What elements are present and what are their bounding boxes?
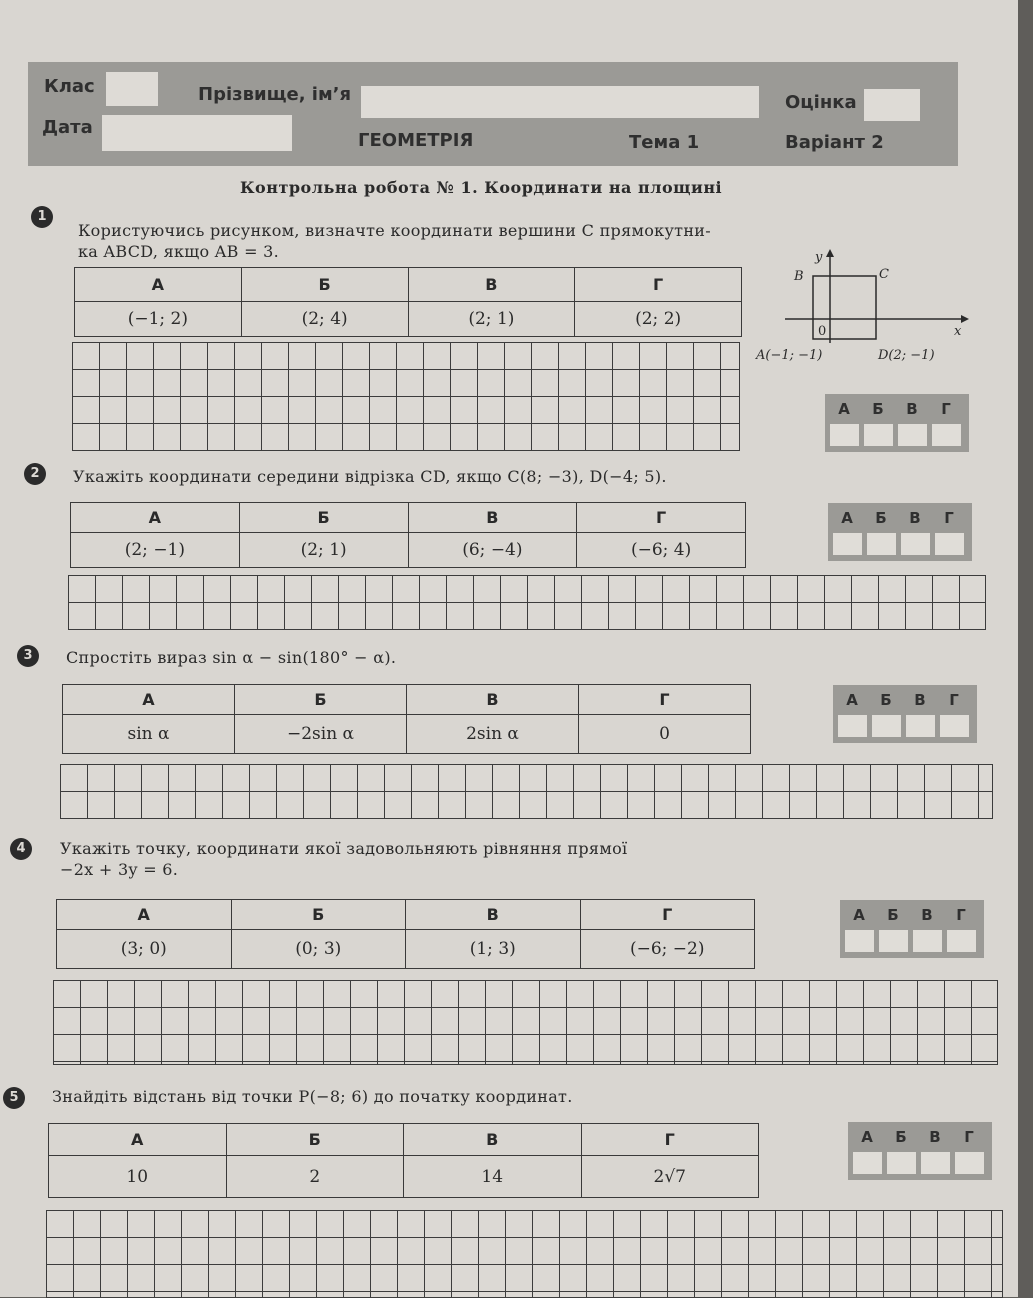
test-title: Контрольна робота № 1. Координати на площині [240, 178, 723, 197]
answer-cell-b[interactable] [872, 715, 901, 737]
option-d-header: Г [579, 685, 751, 715]
answer-letter-c: В [921, 906, 933, 924]
option-d-header: Г [577, 503, 746, 533]
answer-cell-b[interactable] [879, 930, 908, 952]
answer-letter-a: А [838, 400, 850, 418]
option-a-value: 10 [49, 1156, 227, 1198]
grade-field[interactable] [864, 89, 920, 121]
name-field[interactable] [361, 86, 759, 118]
answer-letter-d: Г [956, 906, 966, 924]
question-2-number: 2 [24, 463, 46, 485]
answer-cell-d[interactable] [940, 715, 969, 737]
class-field[interactable] [106, 72, 158, 106]
option-a-value: (3; 0) [57, 930, 232, 969]
question-1-work-grid[interactable] [72, 342, 740, 451]
option-c-header: В [404, 1124, 582, 1156]
question-4-text [60, 838, 760, 880]
answer-cell-c[interactable] [921, 1152, 950, 1174]
answer-letter-a: А [861, 1128, 873, 1146]
variant-label: Варіант 2 [785, 132, 884, 153]
question-1-text [78, 220, 711, 262]
option-c-value: (2; 1) [408, 302, 575, 337]
option-d-value: 0 [579, 715, 751, 754]
answer-letter-d: Г [944, 509, 954, 527]
answer-letter-a: А [841, 509, 853, 527]
option-c-value: 2sin α [407, 715, 579, 754]
answer-cell-b[interactable] [867, 533, 896, 555]
date-field[interactable] [102, 115, 292, 151]
question-4-options-table [56, 899, 755, 969]
answer-letter-c: В [909, 509, 921, 527]
answer-letter-d: Г [941, 400, 951, 418]
option-d-value: 2√7 [581, 1156, 759, 1198]
answer-letter-b: Б [880, 691, 892, 709]
answer-letter-b: Б [895, 1128, 907, 1146]
answer-cell-d[interactable] [932, 424, 961, 446]
option-a-header: А [49, 1124, 227, 1156]
vertex-b-label: B [794, 269, 804, 284]
option-b-value: (0; 3) [231, 930, 406, 969]
option-b-header: Б [241, 268, 408, 302]
answer-cell-d[interactable] [935, 533, 964, 555]
answer-cell-c[interactable] [898, 424, 927, 446]
question-1-options-table [74, 267, 742, 337]
option-c-value: (1; 3) [406, 930, 581, 969]
answer-cell-b[interactable] [887, 1152, 916, 1174]
answer-cell-c[interactable] [913, 930, 942, 952]
y-axis-arrow [826, 249, 834, 257]
answer-letter-d: Г [949, 691, 959, 709]
y-axis-label: y [815, 250, 823, 265]
option-d-value: (−6; 4) [577, 533, 746, 568]
answer-letter-b: Б [887, 906, 899, 924]
question-2-text-line1: Укажіть координати середини відрізка CD, якщо C(8; −3), D(−4; 5). [73, 467, 667, 486]
answer-cell-c[interactable] [906, 715, 935, 737]
question-5-options-table [48, 1123, 759, 1198]
topic-label: Тема 1 [629, 132, 700, 153]
option-a-value: (2; −1) [71, 533, 240, 568]
vertex-a-label: A(−1; −1) [756, 348, 823, 363]
answer-cell-c[interactable] [901, 533, 930, 555]
question-1-text-line1: Користуючись рисунком, визначте координати вершини C прямокутни- [78, 221, 711, 240]
question-3-text-line1: Спростіть вираз sin α − sin(180° − α). [66, 648, 397, 667]
option-c-value: (6; −4) [408, 533, 577, 568]
option-b-value: (2; 4) [241, 302, 408, 337]
answer-letter-a: А [846, 691, 858, 709]
question-4-number: 4 [10, 838, 32, 860]
answer-cell-d[interactable] [947, 930, 976, 952]
option-c-header: В [407, 685, 579, 715]
question-1-answer-box [825, 394, 969, 452]
vertex-c-label: C [879, 267, 889, 282]
option-b-value: (2; 1) [239, 533, 408, 568]
option-d-header: Г [581, 1124, 759, 1156]
option-a-value: (−1; 2) [75, 302, 242, 337]
option-b-header: Б [235, 685, 407, 715]
answer-letter-c: В [906, 400, 918, 418]
question-2-answer-box [828, 503, 972, 561]
answer-letter-a: А [853, 906, 865, 924]
name-label: Прізвище, ім’я [198, 84, 352, 105]
question-1-number: 1 [31, 206, 53, 228]
answer-cell-a[interactable] [853, 1152, 882, 1174]
question-3-text [66, 647, 396, 668]
option-d-header: Г [580, 900, 755, 930]
answer-cell-a[interactable] [833, 533, 862, 555]
x-axis-label: x [954, 324, 962, 339]
option-a-value: sin α [63, 715, 235, 754]
question-1-text-line2: ка ABCD, якщо AB = 3. [78, 242, 280, 261]
option-c-header: В [406, 900, 581, 930]
class-label: Клас [44, 76, 95, 97]
student-info-header [28, 62, 958, 166]
answer-letter-b: Б [872, 400, 884, 418]
question-1-figure [755, 245, 975, 370]
question-4-text-line2: −2x + 3y = 6. [60, 860, 179, 879]
option-b-header: Б [226, 1124, 404, 1156]
answer-letter-c: В [914, 691, 926, 709]
grade-label: Оцінка [785, 92, 857, 113]
option-d-value: (−6; −2) [580, 930, 755, 969]
answer-cell-a[interactable] [830, 424, 859, 446]
answer-letter-d: Г [964, 1128, 974, 1146]
answer-cell-b[interactable] [864, 424, 893, 446]
vertex-d-label: D(2; −1) [878, 348, 935, 363]
option-a-header: А [75, 268, 242, 302]
option-c-value: 14 [404, 1156, 582, 1198]
question-5-text [52, 1086, 573, 1107]
option-b-value: 2 [226, 1156, 404, 1198]
option-c-header: В [408, 503, 577, 533]
option-b-header: Б [239, 503, 408, 533]
date-label: Дата [42, 117, 93, 138]
question-2-options-table [70, 502, 746, 568]
origin-label: 0 [818, 324, 827, 339]
question-5-work-grid[interactable] [46, 1210, 1003, 1298]
question-2-text [73, 466, 667, 487]
option-a-header: А [71, 503, 240, 533]
option-b-value: −2sin α [235, 715, 407, 754]
x-axis-arrow [961, 315, 969, 323]
question-4-text-line1: Укажіть точку, координати якої задовольняють рівняння прямої [60, 839, 628, 858]
answer-letter-b: Б [875, 509, 887, 527]
question-5-number: 5 [3, 1087, 25, 1109]
answer-cell-d[interactable] [955, 1152, 984, 1174]
option-d-value: (2; 2) [575, 302, 742, 337]
question-5-text-line1: Знайдіть відстань від точки P(−8; 6) до початку координат. [52, 1087, 573, 1106]
question-4-answer-box [840, 900, 984, 958]
question-3-number: 3 [17, 645, 39, 667]
question-3-work-grid[interactable] [60, 764, 993, 819]
question-2-work-grid[interactable] [68, 575, 986, 630]
option-a-header: А [63, 685, 235, 715]
option-a-header: А [57, 900, 232, 930]
option-b-header: Б [231, 900, 406, 930]
subject-label: ГЕОМЕТРІЯ [358, 130, 474, 151]
answer-cell-a[interactable] [838, 715, 867, 737]
answer-letter-c: В [929, 1128, 941, 1146]
answer-cell-a[interactable] [845, 930, 874, 952]
option-c-header: В [408, 268, 575, 302]
question-4-work-grid[interactable] [53, 980, 998, 1065]
question-3-answer-box [833, 685, 977, 743]
question-3-options-table [62, 684, 751, 754]
question-5-answer-box [848, 1122, 992, 1180]
option-d-header: Г [575, 268, 742, 302]
